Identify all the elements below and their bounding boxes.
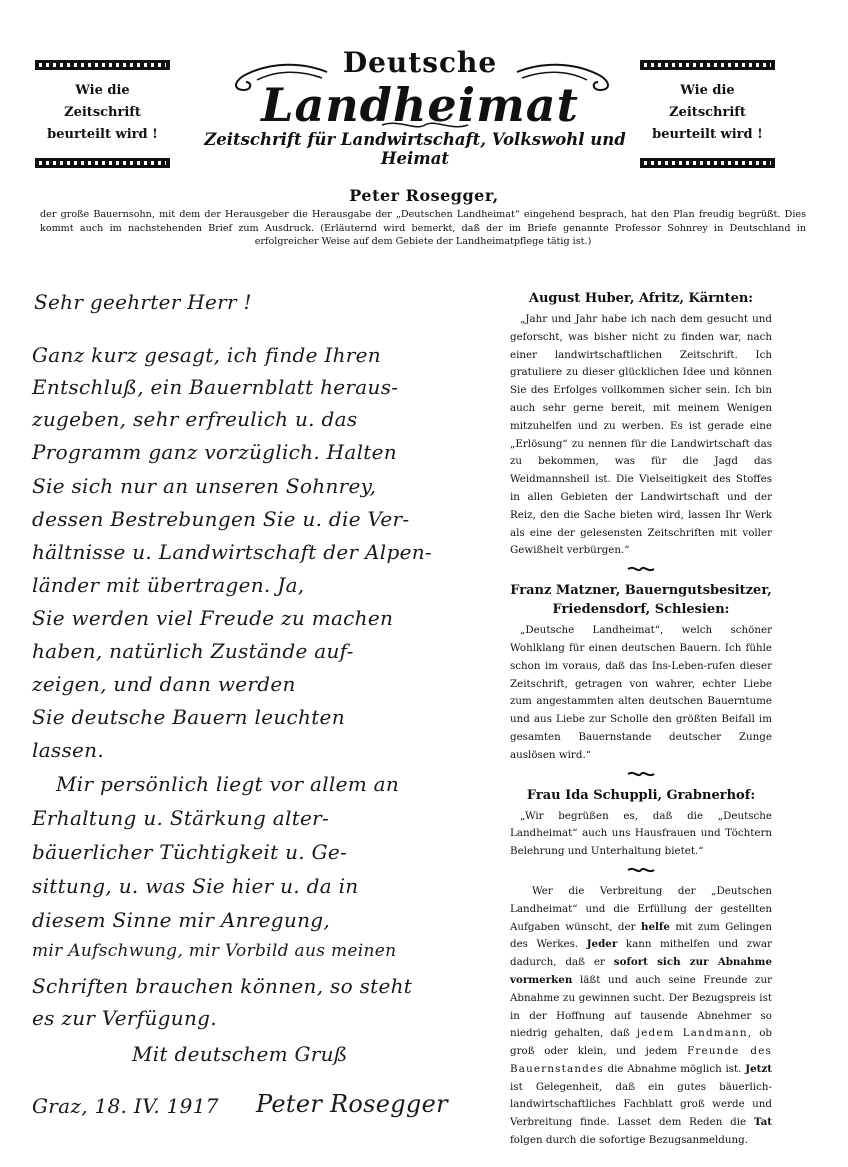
letter-line: diesem Sinne mir Anregung, [32, 908, 331, 932]
appeal-part: Wer die Verbreitung der „Deutschen Landheimat“ und die Erfüllung der gestellten Aufgaben wünscht, der [510, 884, 772, 933]
letter-line: hältnisse u. Landwirtschaft der Alpen- [32, 540, 432, 564]
letter-line: haben, natürlich Zustände auf- [32, 639, 354, 663]
letter-line: es zur Verfügung. [32, 1006, 217, 1030]
testimonial-text: „Deutsche Landheimat“, welch schöner Wohlklang für einen deutschen Bauern. Ich fühle schon im voraus, daß das Ins-Leben-rufen dieser Zeitschrift, getragen von wahrer, echter Liebe zum angestammten alten deutschen Bauerntume und aus Liebe zur Scholle den größten Beifall im gesamten Bauernstande deutscher Zunge auslösen wird.“ [510, 624, 772, 761]
letter-line: Schriften brauchen können, so steht [32, 974, 413, 998]
letter-line: mir Aufschwung, mir Vorbild aus meinen [32, 941, 397, 961]
separator-ornament [510, 865, 772, 879]
separator-icon [626, 565, 656, 573]
appeal-part: ist Gelegenheit, daß ein gutes bäuerlich-landwirtschaftliches Fachblatt groß werde und Verbreitung finde. Lasset dem Reden die [510, 1080, 772, 1129]
letter-line: Erhaltung u. Stärkung alter- [32, 806, 330, 830]
letter-line: zeigen, und dann werden [32, 672, 296, 696]
side-box-right [640, 60, 775, 168]
appeal-emphasis: Tat [753, 1116, 772, 1129]
testimonial-heading: Franz Matzner, Bauerngutsbesitzer, [510, 583, 772, 599]
letter-line: lassen. [32, 738, 105, 762]
testimonial-heading: August Huber, Afritz, Kärnten: [528, 291, 754, 306]
decorative-border [35, 158, 170, 168]
letter-line: zugeben, sehr erfreulich u. das [32, 407, 358, 431]
appeal-emphasis: helfe [640, 920, 670, 933]
side-label-left: Wie die Zeitschrift beurteilt wird ! [47, 83, 158, 142]
appeal-part: ob groß oder klein, und jedem [510, 1027, 772, 1058]
letter-line: Sehr geehrter Herr ! [34, 290, 252, 314]
letter-line: Ganz kurz gesagt, ich finde Ihren [32, 343, 381, 367]
letter-closing: Mit deutschem Gruß [132, 1042, 348, 1066]
separator-ornament [510, 769, 772, 783]
letter-line: Entschluß, ein Bauernblatt heraus- [32, 375, 399, 399]
letter-line: sittung, u. was Sie hier u. da in [32, 874, 359, 898]
testimonials-column [510, 290, 772, 1150]
decorative-border [640, 60, 775, 70]
letter-line: Sie deutsche Bauern leuchten [32, 705, 345, 729]
testimonial-text: „Jahr und Jahr habe ich nach dem gesucht und geforscht, was bisher nicht zu finden war, nach einer landwirtschaftlichen Zeitschrift. Ich gratuliere zu dieser glücklichen Idee und können Sie des Erfolges vollkommen sicher sein. Ich bin auch sehr gerne bereit, mit meinem Wenigen mitzuhelfen und zu werben. Es ist gerade eine „Erlösung“ zu nennen für die Landwirtschaft das zu bekommen, was für die Jagd das Weidmannsheil ist. Die Vielseitigkeit des Stoffes in allen Gebieten der Landwirtschaft und der Reiz, den die Sache bieten wird, lassen Ihr Werk als eine der gelesensten Zeitschriften mit voller Gewißheit verbürgen.“ [510, 313, 772, 557]
letter-line: Mir persönlich liegt vor allem an [56, 772, 400, 796]
appeal-emphasis: Jetzt [745, 1062, 772, 1075]
letter-place-date: Graz, 18. IV. 1917 [32, 1094, 219, 1118]
letter-line: Sie sich nur an unseren Sohnrey, [32, 474, 377, 498]
appeal-spaced: jedem Landmann, [636, 1027, 753, 1040]
side-label-right: Wie die Zeitschrift beurteilt wird ! [652, 83, 763, 142]
appeal-text [510, 883, 772, 1150]
appeal-part: die Abnahme möglich ist. [607, 1062, 742, 1075]
appeal-part: mit zum Gelingen des Werkes. [510, 920, 773, 951]
testimonial-text: „Wir begrüßen es, daß die „Deutsche Landheimat“ auch uns Hausfrauen und Töchtern Belehrung und Unterhaltung bietet.“ [510, 809, 772, 858]
letter-line: dessen Bestrebungen Sie u. die Ver- [32, 507, 410, 531]
appeal-part: läßt und auch seine Freunde zur Abnahme zu gewinnen sucht. Der Bezugspreis ist in der Hoffnung auf tausende Abnehmer so niedrig gehalten, daß [510, 973, 772, 1040]
masthead-title-main: Landheimat [261, 78, 579, 132]
separator-ornament [510, 564, 772, 578]
letter-line: Programm ganz vorzüglich. Halten [32, 440, 397, 464]
decorative-border [640, 158, 775, 168]
letter-line: Sie werden viel Freude zu machen [32, 606, 394, 630]
appeal-part: kann mithelfen und zwar dadurch, daß er [510, 938, 772, 969]
masthead-title-top: Deutsche [342, 46, 498, 79]
appeal-spaced: Freunde des Bauernstandes [510, 1045, 772, 1075]
letter-line: länder mit übertragen. Ja, [32, 573, 305, 597]
letter-line: bäuerlicher Tüchtigkeit u. Ge- [32, 840, 348, 864]
testimonial-heading: Friedensdorf, Schlesien: [552, 602, 730, 618]
testimonial-heading: Frau Ida Schuppli, Grabnerhof: [526, 787, 756, 803]
article-author: Peter Rosegger, [349, 186, 499, 205]
letter-signature: Peter Rosegger [256, 1090, 448, 1118]
article-intro: der große Bauernsohn, mit dem der Herausgeber die Herausgabe der „Deutschen Landheimat“ eingehend besprach, hat den Plan freudig begrüßt. Dies kommt auch im nachstehenden Brief zum Ausdruck. (Erläuternd wird bemerkt, daß der im Briefe genannte Professor Sohnrey in Deutschland in erfolgreicher Weise auf dem Gebiete der Landheimatpflege tätig ist.) [40, 209, 806, 247]
separator-icon [626, 770, 656, 778]
appeal-part: folgen durch die sofortige Bezugsanmeldung. [510, 1134, 748, 1147]
separator-icon [626, 866, 656, 874]
appeal-emphasis: Jeder [586, 938, 618, 951]
appeal-emphasis: sofort sich zur Abnahme vormerken [510, 956, 772, 986]
decorative-border [35, 60, 170, 70]
side-box-left [35, 60, 170, 168]
masthead-subtitle: Zeitschrift für Landwirtschaft, Volkswohl und Heimat [204, 130, 626, 168]
